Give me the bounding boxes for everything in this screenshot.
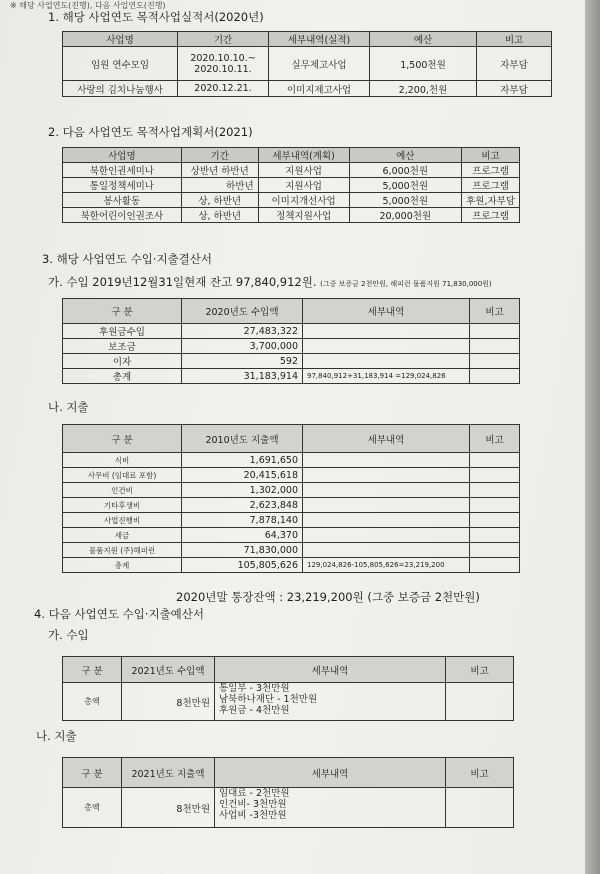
cell-note	[470, 453, 520, 468]
col-header: 비고	[446, 657, 514, 683]
table-2020-business-results	[62, 31, 552, 97]
cell-category: 총액	[63, 683, 122, 721]
col-header: 구 분	[63, 657, 122, 683]
table-row	[63, 354, 520, 369]
cell-amount: 1,302,000	[182, 483, 303, 498]
col-header: 구 분	[63, 299, 182, 324]
section-4-title: 4. 다음 사업연도 수입·지출예산서	[34, 607, 205, 621]
cell-amount: 2,623,848	[182, 498, 303, 513]
col-header: 비고	[462, 148, 520, 163]
cell-note	[470, 483, 520, 498]
cell-detail	[303, 498, 470, 513]
cell-budget: 2,200,천원	[370, 81, 477, 97]
detail-line: 남북하나재단 - 1천만원	[219, 694, 318, 705]
cell-note	[470, 513, 520, 528]
cell-amount: 27,483,322	[182, 324, 303, 339]
cell-note	[470, 468, 520, 483]
cell-note	[446, 683, 514, 721]
cell-detail: 실무제고사업	[269, 47, 370, 81]
table-row	[63, 369, 520, 384]
cell-amount: 105,805,626	[182, 558, 303, 573]
cell-note	[470, 324, 520, 339]
table-row	[63, 324, 520, 339]
detail-line: 임대료 - 2천만원	[219, 788, 290, 799]
table-row	[63, 47, 552, 81]
cell-amount: 20,415,618	[182, 468, 303, 483]
table-row	[63, 163, 520, 178]
section-2-title: 2. 다음 사업연도 목적사업계획서(2021)	[48, 125, 253, 139]
expense-2020-heading: 나. 지출	[48, 400, 89, 414]
expense-2021-heading: 나. 지출	[36, 729, 77, 743]
cell-budget: 5,000천원	[349, 193, 462, 208]
cell-name: 북한어린이인권조사	[63, 208, 182, 223]
table-row	[63, 468, 520, 483]
cell-amount: 64,370	[182, 528, 303, 543]
col-header: 세부내역(계획)	[258, 148, 349, 163]
col-header: 세부내역	[215, 758, 446, 788]
cell-amount: 71,830,000	[182, 543, 303, 558]
cell-category: 인건비	[63, 483, 182, 498]
table-row	[63, 208, 520, 223]
cell-period: 상, 하반년	[181, 208, 258, 223]
cell-name: 봉사활동	[63, 193, 182, 208]
cell-detail	[303, 483, 470, 498]
cell-category: 사무비 (임대료 포함)	[63, 468, 182, 483]
col-header: 기간	[178, 32, 269, 47]
section-1-title: 1. 해당 사업연도 목적사업실적서(2020년)	[48, 10, 264, 24]
col-header: 2021년도 수입액	[122, 657, 215, 683]
period-start: 2020.10.10.~	[190, 52, 256, 64]
col-header: 사업명	[63, 32, 178, 47]
period-end: 2020.10.11.	[194, 63, 252, 75]
cell-name: 사랑의 김치나눔행사	[63, 81, 178, 97]
cell-note	[470, 354, 520, 369]
cell-note: 후원,자부담	[462, 193, 520, 208]
cut-off-header: ※ 해당 사업연도(진행), 다음 사업연도(진행)	[10, 1, 166, 10]
cell-category: 총계	[63, 369, 182, 384]
cell-detail: 지원사업	[258, 163, 349, 178]
detail-line: 인건비- 3천만원	[219, 799, 287, 810]
cell-budget: 6,000천원	[349, 163, 462, 178]
col-header: 세부내역	[303, 299, 470, 324]
table-row	[63, 483, 520, 498]
col-header: 예산	[370, 32, 477, 47]
cell-detail	[215, 683, 446, 721]
table-2020-expense	[62, 424, 520, 573]
cell-category: 기타후생비	[63, 498, 182, 513]
table-2021-income-budget	[62, 656, 514, 721]
table-row	[63, 498, 520, 513]
cell-category: 이자	[63, 354, 182, 369]
cell-note	[446, 788, 514, 828]
cell-note: 자부담	[477, 47, 552, 81]
section-3-title: 3. 해당 사업연도 수입·지출결산서	[42, 252, 213, 266]
cell-amount: 8천만원	[122, 788, 215, 828]
cell-category: 보조금	[63, 339, 182, 354]
cell-period	[178, 47, 269, 81]
col-header: 비고	[470, 425, 520, 453]
cell-detail	[303, 354, 470, 369]
col-header: 2021년도 지출액	[122, 758, 215, 788]
cell-detail: 이미지개선사업	[258, 193, 349, 208]
col-header: 사업명	[63, 148, 182, 163]
cell-note: 프로그램	[462, 163, 520, 178]
col-header: 기간	[181, 148, 258, 163]
cell-budget: 20,000천원	[349, 208, 462, 223]
cell-detail: 이미지제고사업	[269, 81, 370, 97]
cell-amount: 8천만원	[122, 683, 215, 721]
table-row	[63, 683, 514, 721]
cell-detail: 129,024,826-105,805,626=23,219,200	[303, 558, 470, 573]
cell-note: 프로그램	[462, 208, 520, 223]
cell-note	[470, 528, 520, 543]
col-header: 구 분	[63, 425, 182, 453]
table-row	[63, 558, 520, 573]
table-row	[63, 193, 520, 208]
col-header: 세부내역(실적)	[269, 32, 370, 47]
table-row	[63, 513, 520, 528]
col-header: 비고	[477, 32, 552, 47]
income-heading-note: (그중 보증금 2천만원, 해피런 물품지원 71,830,000원)	[320, 280, 492, 288]
cell-detail: 97,840,912+31,183,914 =129,024,826	[303, 369, 470, 384]
cell-note	[470, 558, 520, 573]
cell-category: 총액	[63, 788, 122, 828]
table-row	[63, 788, 514, 828]
cell-category: 식비	[63, 453, 182, 468]
table-2021-expense-budget	[62, 757, 514, 828]
col-header: 2020년도 수입액	[182, 299, 303, 324]
cell-note	[470, 369, 520, 384]
table-row	[63, 528, 520, 543]
cell-detail: 지원사업	[258, 178, 349, 193]
cell-amount: 31,183,914	[182, 369, 303, 384]
cell-name: 통일정책세미나	[63, 178, 182, 193]
col-header: 비고	[470, 299, 520, 324]
col-header: 구 분	[63, 758, 122, 788]
cell-detail	[303, 513, 470, 528]
col-header: 비고	[446, 758, 514, 788]
year-end-balance: 2020년말 통장잔액 : 23,219,200원 (그중 보증금 2천만원)	[176, 590, 480, 604]
cell-note: 자부담	[477, 81, 552, 97]
col-header: 세부내역	[215, 657, 446, 683]
detail-line: 사업비 -3천만원	[219, 810, 287, 821]
cell-note	[470, 339, 520, 354]
cell-amount: 1,691,650	[182, 453, 303, 468]
cell-note	[470, 498, 520, 513]
page-edge-shadow	[585, 0, 600, 874]
cell-amount: 3,700,000	[182, 339, 303, 354]
table-row	[63, 178, 520, 193]
cell-period: 2020.12.21.	[178, 81, 269, 97]
table-row	[63, 339, 520, 354]
income-2021-heading: 가. 수입	[48, 628, 89, 642]
cell-category: 사업진행비	[63, 513, 182, 528]
income-2020-heading	[48, 274, 492, 290]
cell-budget: 5,000천원	[349, 178, 462, 193]
cell-detail	[303, 528, 470, 543]
cell-detail	[303, 453, 470, 468]
cell-amount: 592	[182, 354, 303, 369]
col-header: 세부내역	[303, 425, 470, 453]
cell-period: 하반년	[181, 178, 258, 193]
cell-detail	[303, 468, 470, 483]
cell-note: 프로그램	[462, 178, 520, 193]
cell-period: 상반년 하반년	[181, 163, 258, 178]
cell-name: 임원 연수모임	[63, 47, 178, 81]
cell-name: 북한인권세미나	[63, 163, 182, 178]
cell-category: 후원금수입	[63, 324, 182, 339]
income-heading-main: 가. 수입 2019년12월31일현재 잔고 97,840,912원.	[48, 275, 317, 289]
cell-detail	[303, 543, 470, 558]
col-header: 2010년도 지출액	[182, 425, 303, 453]
table-row	[63, 453, 520, 468]
col-header: 예산	[349, 148, 462, 163]
cell-amount: 7,878,140	[182, 513, 303, 528]
cell-detail	[303, 339, 470, 354]
table-2020-income	[62, 298, 520, 384]
table-row	[63, 543, 520, 558]
table-row	[63, 81, 552, 97]
cell-detail: 정책지원사업	[258, 208, 349, 223]
detail-line: 통일부 - 3천만원	[219, 683, 290, 694]
cell-budget: 1,500천원	[370, 47, 477, 81]
cell-period: 상, 하반년	[181, 193, 258, 208]
cell-detail	[303, 324, 470, 339]
cell-note	[470, 543, 520, 558]
table-2021-business-plan	[62, 147, 520, 223]
cell-category: 총계	[63, 558, 182, 573]
cell-detail	[215, 788, 446, 828]
detail-line: 후원금 - 4천만원	[219, 705, 290, 716]
cell-category: 세금	[63, 528, 182, 543]
cell-category: 물품지원 (주)해피런	[63, 543, 182, 558]
